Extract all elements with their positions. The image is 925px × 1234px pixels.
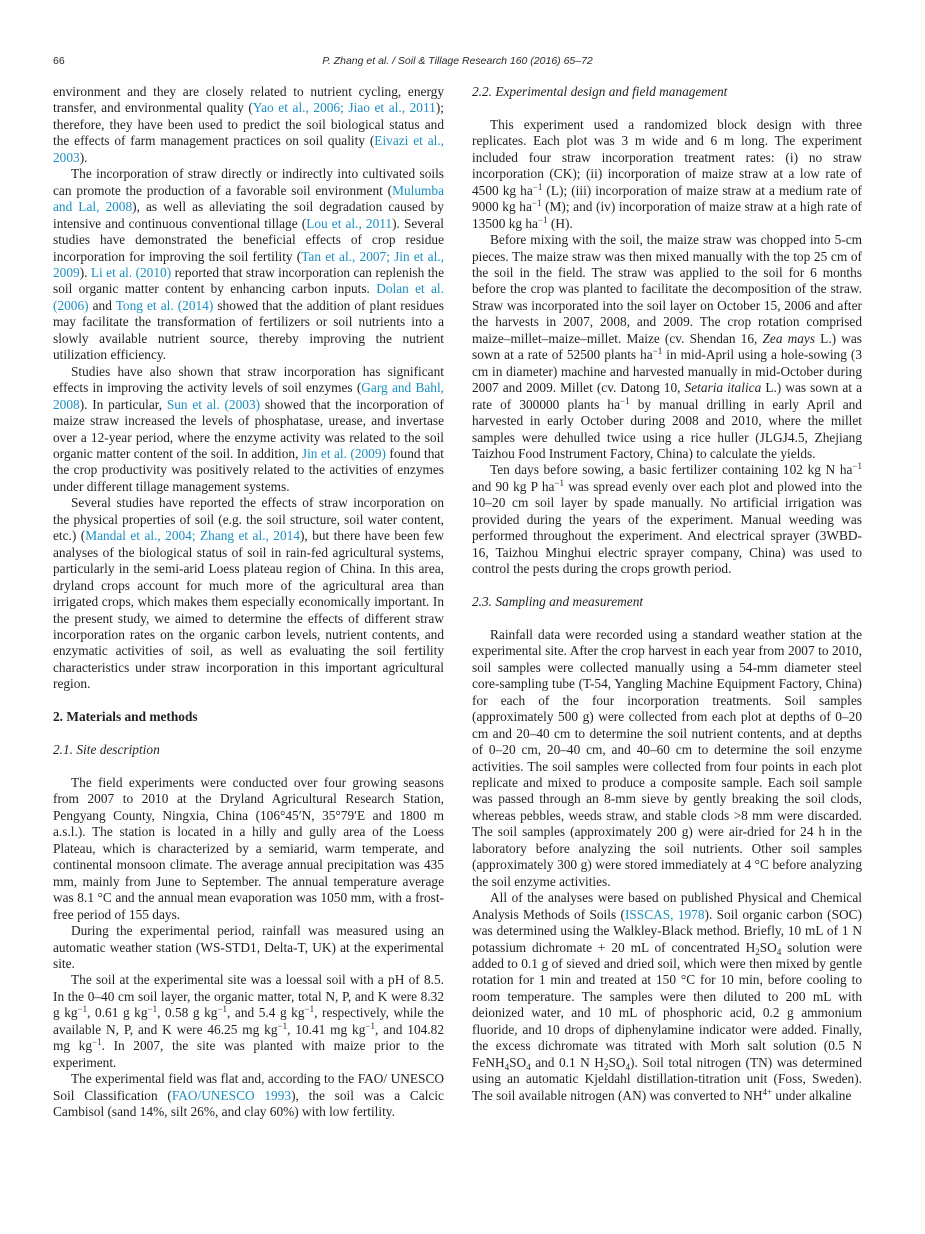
paragraph: The soil at the experimental site was a loessal soil with a pH of 8.5. In the 0–40 cm soil layer, the organic matter, total N, P, and K were 8.32 g $kg^{-1}$, 0.61 g $kg^{-1}$, 0.58 g $kg^{-1}$, and 5.4 g $kg^{-1}$, respectively, while the available N, P, and K were 46.25 mg $kg^{-1}$, 10.41 mg $kg^{-1}$, and 104.82 mg $kg^{-1}$. In 2007, the site was planted with maize prior to the experiment. <box>53 972 445 1070</box>
paragraph: This experiment used a randomized block design with three replicates. Each plot was 3 m wide and 6 m long. The experiment included four straw incorporation treatment rates: (i) no straw incorporation (CK); (ii) incorporation of maize straw at a low rate of 4500 kg $ha^{-1}$ (L); (iii) incorporation of maize straw at a medium rate of 9000 kg $ha^{-1}$ (M); and (iv) incorporation of maize straw at a high rate of 13500 kg $ha^{-1}$ (H). <box>472 116 862 231</box>
right-column <box>472 84 862 1104</box>
paragraph: Several studies have reported the effects of straw incorporation on the physical properties of soil (e.g. the soil structure, soil water content, etc.) (Mandal et al., 2004; Zhang et al., 2014), but there have been few analyses of the biological status of soil in rain-fed agricultural systems, particularly in the semi-arid Loess plateau region of China. In this area, dryland crops account for much more of the agricultural area than irrigated crops, which makes them especially economically important. In the present study, we aimed to determine the effects of different straw incorporation rates on the organic carbon levels, nutrient contents, and enzymatic activities of soil, as well as evaluating the soil fertility characteristics under straw incorporation in this important agricultural region. <box>53 495 444 692</box>
subsection-heading: 2.2. Experimental design and field management <box>472 84 728 99</box>
paragraph: The experimental field was flat and, according to the FAO/ UNESCO Soil Classification (FAO/UNESCO 1993), the soil was a Calcic Cambisol (sand 14%, silt 26%, and clay 60%) with low fertility. <box>53 1071 444 1120</box>
paragraph: Rainfall data were recorded using a standard weather station at the experimental site. After the crop harvest in each year from 2007 to 2010, soil samples were collected manually using a 54-mm diameter steel core-sampling tube (T-54, Yangling Machine Equipment Factory, China) for each of the four incorporation treatments. Soil samples (approximately 500 g) were collected from each plot at depths of 0–20 cm and 20–40 cm to determine the soil nutrient contents, and at depths of 0–20 cm, 20–40 cm, and 40–60 cm to determine the soil enzyme activities. The soil samples were collected from four points in each plot replicate and mixed to produce a composite sample. Each soil sample was passed through an 8-mm sieve by gently breaking the soil clods, whereas pebbles, weeds straw, and stable clods >8 mm were discarded. The soil samples (approximately 200 g) were air-dried for 24 h in the laboratory before analyzing the soil nutrients. Other soil samples (approximately 300 g) were stored immediately at 4 °C before analyzing the soil enzyme activities. <box>472 626 862 889</box>
citation-link[interactable]: Lou et al., 2011 <box>306 215 393 231</box>
citation-link[interactable]: FAO/UNESCO 1993 <box>171 1087 292 1103</box>
paragraph: During the experimental period, rainfall was measured using an automatic weather station (WS-STD1, Delta-T, UK) at the experimental site. <box>53 923 444 971</box>
citation-link[interactable]: Mandal et al., 2004; Zhang et al., 2014 <box>85 528 300 544</box>
citation-link[interactable]: Yao et al., 2006; Jiao et al., 2011 <box>252 100 436 116</box>
citation-link[interactable]: Jin et al. (2009) <box>301 445 386 461</box>
citation-link[interactable]: Sun et al. (2003) <box>166 396 261 412</box>
subsection-heading: 2.3. Sampling and measurement <box>472 594 644 610</box>
citation-link[interactable]: Garg and Bahl, 2008 <box>53 380 444 412</box>
paragraph: Before mixing with the soil, the maize straw was chopped into 5-cm pieces. The maize straw was then mixed manually with the top 25 cm of the soil in the field. The straw was applied to the soil for 6 months before the crop was planted to facilitate the decomposition of the straw. Straw was incorporated into the soil layer on October 15, 2006 and after the harvests in 2007, 2008, and 2009. The crop rotation comprised maize–millet–maize–millet. Maize (cv. Shendan 16, Zea mays L.) was sown at a rate of 52500 plants $ha^{-1}$ in mid-April using a hole-sowing (3 cm in diameter) machine and harvested manually in mid-October during 2007 and 2009. Millet (cv. Datong 10, Setaria italica L.) was sown at a rate of 300000 plants $ha^{-1}$ by manual drilling in early April and harvested in early October during 2008 and 2010, where the millet samples were dehulled twice using a rice huller (JLGJ4.5, Zhejiang Taizhou Food Instrument Factory, China) to calculate the yields. <box>472 232 862 461</box>
species-name: Zea mays <box>762 330 816 346</box>
paragraph: All of the analyses were based on published Physical and Chemical Analysis Methods of Soils (ISSCAS, 1978). Soil organic carbon (SOC) was determined using the Walkley-Black method. Briefly, 10 mL of 1 N potassium dichromate + 20 mL of concentrated $H_2SO_4$ solution were added to 0.1 g of sieved and dried soil, which were then mixed by gentle rotation for 1 min and treated at 150 °C for 10 min, before cooling to room temperature. The samples were then diluted to 200 mL with deionized water, and 10 mL of phosphoric acid, 0.2 g ammonium fluoride, and 10 drops of diphenylamine indicator were added. Finally, the excess dichromate was titrated with Morh salt solution (0.5 N $FeNH_4SO_4$ and 0.1 N $H_2SO_4$). Soil total nitrogen (TN) was determined using an automatic Kjeldahl distillation-titration unit (Foss, Sweden). The soil available nitrogen (AN) was converted to $NH^{4+}$ under alkaline <box>472 890 862 1103</box>
citation-link[interactable]: Tan et al., 2007; Jin et al., 2009 <box>53 248 444 280</box>
page-number: 66 <box>53 55 65 67</box>
citation-link[interactable]: Mulumba and Lal, 2008 <box>53 182 444 215</box>
subsection-heading: 2.1. Site description <box>53 742 160 758</box>
paragraph: The field experiments were conducted over four growing seasons from 2007 to 2010 at the Dryland Agricultural Research Station, Pengyang County, Ningxia, China (106°45′N, 35°79′E and 1800 m a.s.l.). The station is located in a hilly and gully area of the Loess Plateau, which is characterized by a semiarid, warm temperate, and continental monsoon climate. The average annual precipitation was 435 mm, mainly from June to September. The annual temperature average was 8.1 °C and the annual mean evaporation was 1050 mm, with a frost-free period of 155 days. <box>53 774 444 922</box>
left-column <box>53 84 444 1121</box>
paragraph: Studies have also shown that straw incorporation has significant effects in improving the activity levels of soil enzymes (Garg and Bahl, 2008). In particular, Sun et al. (2003) showed that the incorporation of maize straw increased the levels of phosphatase, urease, and invertase over a 12-year period, where the enzyme activity was related to the soil organic matter content of the soil. In addition, Jin et al. (2009) found that the crop productivity was positively related to the activities of enzymes under different tillage management systems. <box>53 363 444 494</box>
citation-link[interactable]: Dolan et al. (2006) <box>53 281 444 313</box>
section-heading: 2. Materials and methods <box>53 709 198 725</box>
paragraph: Ten days before sowing, a basic fertilizer containing 102 kg N $ha^{-1}$ and 90 kg P $ha^{-1}$ was spread evenly over each plot and plowed into the 10–20 cm soil layer by spade manually. No artificial irrigation was provided during the years of the experiment. Manual weeding was performed throughout the experiment. And electrical sprayer (3WBD-16, Taizhou Minghui electric sprayer company, China) was used to control the pests during the crops growth period. <box>472 461 862 577</box>
species-name: Setaria italica <box>684 380 762 396</box>
citation-link[interactable]: Li et al. (2010) <box>90 264 172 280</box>
running-head <box>53 55 862 69</box>
paragraph: environment and they are closely related to nutrient cycling, energy transfer, and environmental quality (Yao et al., 2006; Jiao et al., 2011); therefore, they have been used to predict the soil biological status and the effects of farm management practices on soil quality (Eivazi et al., 2003). <box>53 84 445 165</box>
paragraph: The incorporation of straw directly or indirectly into cultivated soils can promote the production of a favorable soil environment (Mulumba and Lal, 2008), as well as alleviating the soil degradation caused by intensive and continuous conventional tillage (Lou et al., 2011). Several studies have demonstrated the beneficial effects of crop residue incorporation for improving the soil fertility (Tan et al., 2007; Jin et al., 2009). Li et al. (2010) reported that straw incorporation can replenish the soil organic matter content by enhancing carbon inputs. Dolan et al. (2006) and Tong et al. (2014) showed that the addition of plant residues may facilitate the transformation of fertilizers or soil nutrients into a slowly available nutrient source, thereby improving the nutrient utilization efficiency. <box>53 166 445 363</box>
citation-link[interactable]: Tong et al. (2014) <box>115 297 214 313</box>
journal-citation: P. Zhang et al. / Soil & Tillage Research 160 (2016) 65–72 <box>322 55 593 67</box>
citation-link[interactable]: ISSCAS, 1978 <box>624 906 705 922</box>
citation-link[interactable]: Eivazi et al., 2003 <box>53 133 445 165</box>
